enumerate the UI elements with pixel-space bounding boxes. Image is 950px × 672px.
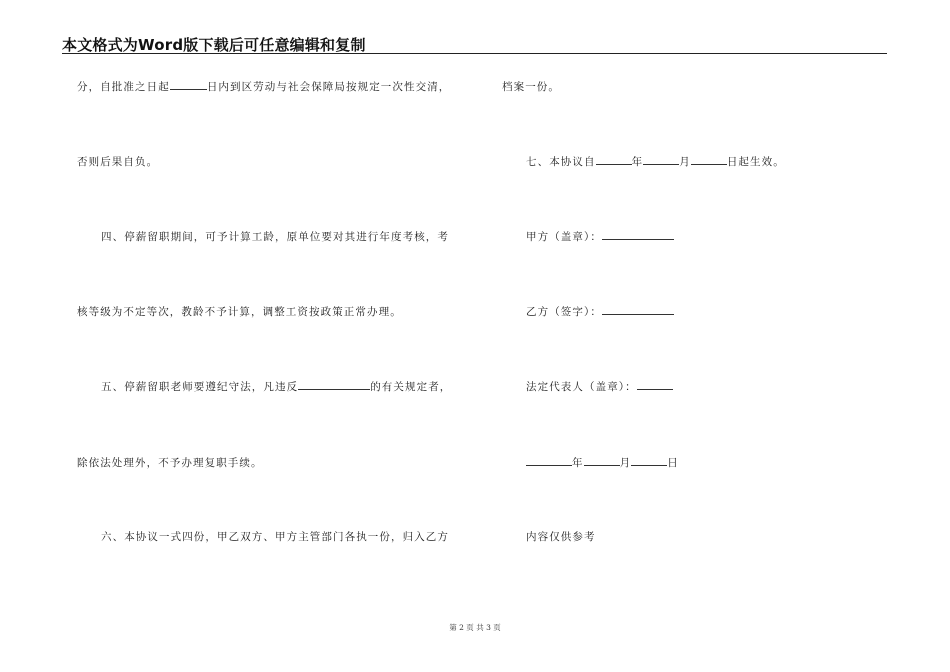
left-line-1: [77, 79, 450, 94]
document-header-title: 本文格式为Word版下载后可任意编辑和复制: [62, 36, 366, 54]
page-number-footer: 第 2 页 共 3 页: [449, 623, 501, 632]
sign-year-label: 年: [572, 457, 584, 469]
left-line-5-text-b: 的有关规定者，: [370, 381, 452, 393]
header-divider: [62, 53, 887, 54]
blank-sign-year: [526, 455, 572, 466]
right-line-2-text-d: 日起生效。: [726, 156, 785, 168]
left-line-1-text-a: 分，自批准之日起: [77, 81, 170, 93]
sign-month-label: 月: [619, 457, 632, 469]
blank-legal-representative-seal: [637, 379, 673, 390]
blank-effective-month: [643, 154, 679, 165]
right-line-6: [526, 455, 679, 470]
blank-sign-month: [584, 455, 620, 466]
left-line-5: [101, 379, 451, 394]
blank-sign-day: [631, 455, 667, 466]
blank-party-a-seal: [602, 229, 674, 240]
legal-representative-label: 法定代表人（盖章）：: [526, 381, 637, 393]
left-line-6: 除依法处理外，不予办理复职手续。: [77, 457, 263, 469]
left-line-4: 核等级为不定等次，教龄不予计算，调整工资按政策正常办理。: [77, 306, 402, 318]
blank-regulation-field: [298, 379, 370, 390]
sign-day-label: 日: [667, 457, 679, 469]
blank-days-field: [170, 79, 207, 90]
right-line-2-month: 月: [679, 156, 691, 168]
right-line-2: [526, 154, 785, 169]
right-line-5: [526, 379, 673, 394]
party-b-label: 乙方（签字）：: [526, 306, 602, 318]
left-line-2: 否则后果自负。: [77, 156, 159, 168]
right-line-2-text-a: 七、本协议自: [526, 156, 596, 168]
left-line-7: 六、本协议一式四份，甲乙双方、甲方主管部门各执一份，归入乙方: [101, 531, 449, 543]
right-line-2-year: 年: [631, 156, 644, 168]
left-line-3: 四、停薪留职期间，可予计算工龄，原单位要对其进行年度考核，考: [101, 231, 449, 243]
blank-party-b-signature: [602, 304, 674, 315]
left-line-1-text-b: 日内到区劳动与社会保障局按规定一次性交清，: [206, 81, 451, 93]
right-line-3: [526, 229, 674, 244]
blank-effective-year: [596, 154, 632, 165]
left-line-5-text-a: 五、停薪留职老师要遵纪守法，凡违反: [101, 381, 299, 393]
party-a-label: 甲方（盖章）：: [526, 231, 602, 243]
right-line-4: [526, 304, 674, 319]
right-line-1: 档案一份。: [502, 81, 560, 93]
blank-effective-day: [691, 154, 727, 165]
right-line-7: 内容仅供参考: [526, 531, 596, 543]
